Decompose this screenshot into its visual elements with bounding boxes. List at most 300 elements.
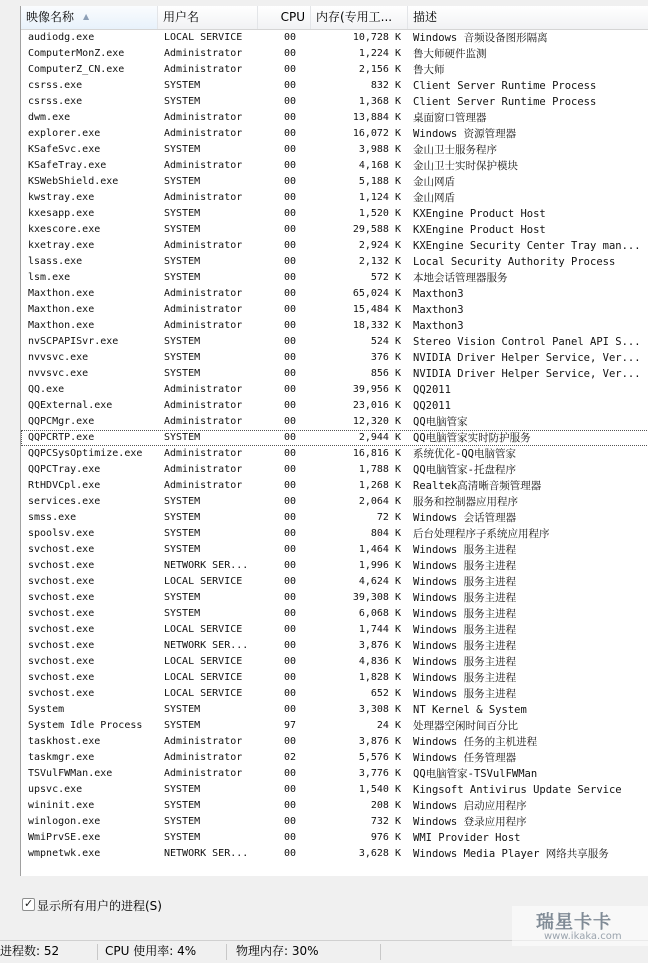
process-mem-cell: 2,156 K xyxy=(358,64,401,75)
process-name-cell: csrss.exe xyxy=(28,80,83,91)
process-row[interactable] xyxy=(21,686,648,702)
process-user-cell: NETWORK SER... xyxy=(164,640,249,651)
column-header-memory[interactable] xyxy=(311,6,408,29)
status-separator xyxy=(380,944,381,960)
process-row[interactable] xyxy=(21,798,648,814)
process-row[interactable] xyxy=(21,366,648,382)
process-name-cell: nvvsvc.exe xyxy=(28,352,89,363)
process-cpu-cell: 00 xyxy=(283,144,296,155)
status-separator xyxy=(226,944,227,960)
process-mem-cell: 16,072 K xyxy=(352,128,401,139)
process-name-cell: RtHDVCpl.exe xyxy=(28,480,101,491)
process-desc-cell: QQ2011 xyxy=(413,400,451,412)
process-row[interactable] xyxy=(21,222,648,238)
process-name-cell: ComputerZ_CN.exe xyxy=(28,64,125,75)
process-desc-cell: NT Kernel & System xyxy=(413,704,527,716)
process-cpu-cell: 00 xyxy=(283,48,296,59)
process-mem-cell: 832 K xyxy=(370,80,401,91)
process-desc-cell: 桌面窗口管理器 xyxy=(413,112,487,124)
process-name-cell: Maxthon.exe xyxy=(28,320,95,331)
process-row[interactable] xyxy=(21,94,648,110)
process-cpu-cell: 00 xyxy=(283,592,296,603)
process-name-cell: lsass.exe xyxy=(28,256,83,267)
process-user-cell: SYSTEM xyxy=(164,272,201,283)
process-row[interactable] xyxy=(21,110,648,126)
process-desc-cell: Windows Media Player 网络共享服务 xyxy=(413,848,609,860)
process-user-cell: Administrator xyxy=(164,768,243,779)
process-row[interactable] xyxy=(21,782,648,798)
process-cpu-cell: 00 xyxy=(283,608,296,619)
process-cpu-cell: 00 xyxy=(283,672,296,683)
process-user-cell: SYSTEM xyxy=(164,720,201,731)
process-desc-cell: Windows 登录应用程序 xyxy=(413,816,527,828)
process-name-cell: svchost.exe xyxy=(28,592,95,603)
process-name-cell: lsm.exe xyxy=(28,272,71,283)
process-cpu-cell: 00 xyxy=(283,560,296,571)
process-cpu-cell: 00 xyxy=(283,544,296,555)
status-physical-memory: 物理内存: 30% xyxy=(236,944,319,958)
process-user-cell: SYSTEM xyxy=(164,496,201,507)
process-desc-cell: 本地会话管理器服务 xyxy=(413,272,508,284)
process-name-cell: svchost.exe xyxy=(28,608,95,619)
process-row[interactable] xyxy=(21,350,648,366)
process-user-cell: SYSTEM xyxy=(164,800,201,811)
process-user-cell: SYSTEM xyxy=(164,208,201,219)
process-user-cell: SYSTEM xyxy=(164,256,201,267)
process-cpu-cell: 00 xyxy=(283,688,296,699)
process-user-cell: NETWORK SER... xyxy=(164,848,249,859)
process-user-cell: NETWORK SER... xyxy=(164,560,249,571)
process-mem-cell: 856 K xyxy=(370,368,401,379)
process-cpu-cell: 00 xyxy=(283,816,296,827)
process-mem-cell: 208 K xyxy=(370,800,401,811)
process-mem-cell: 376 K xyxy=(370,352,401,363)
process-desc-cell: 金山卫士实时保护模块 xyxy=(413,160,518,172)
process-desc-cell: 金山卫士服务程序 xyxy=(413,144,497,156)
column-header-memory-label: 内存(专用工... xyxy=(316,10,393,24)
show-all-users-label[interactable]: 显示所有用户的进程(S) xyxy=(37,899,162,913)
process-desc-cell: QQ电脑管家-TSVulFWMan xyxy=(413,768,538,780)
process-user-cell: Administrator xyxy=(164,304,243,315)
process-row[interactable] xyxy=(21,174,648,190)
process-name-cell: nvvsvc.exe xyxy=(28,368,89,379)
process-name-cell: svchost.exe xyxy=(28,560,95,571)
process-cpu-cell: 00 xyxy=(283,64,296,75)
process-cpu-cell: 00 xyxy=(283,512,296,523)
process-cpu-cell: 00 xyxy=(283,736,296,747)
process-list[interactable] xyxy=(20,6,648,876)
process-row[interactable] xyxy=(21,654,648,670)
process-mem-cell: 2,924 K xyxy=(358,240,401,251)
process-mem-cell: 804 K xyxy=(370,528,401,539)
process-name-cell: svchost.exe xyxy=(28,672,95,683)
process-row[interactable] xyxy=(21,62,648,78)
process-desc-cell: Windows 服务主进程 xyxy=(413,672,517,684)
process-name-cell: audiodg.exe xyxy=(28,32,95,43)
process-name-cell: svchost.exe xyxy=(28,688,95,699)
process-desc-cell: Windows 服务主进程 xyxy=(413,656,517,668)
process-mem-cell: 5,188 K xyxy=(358,176,401,187)
process-name-cell: Maxthon.exe xyxy=(28,288,95,299)
process-mem-cell: 12,320 K xyxy=(352,416,401,427)
process-user-cell: SYSTEM xyxy=(164,80,201,91)
process-cpu-cell: 00 xyxy=(283,800,296,811)
sort-ascending-icon: ▲ xyxy=(83,12,90,21)
process-cpu-cell: 00 xyxy=(283,528,296,539)
process-name-cell: dwm.exe xyxy=(28,112,71,123)
column-header-cpu[interactable] xyxy=(258,6,311,29)
process-mem-cell: 1,268 K xyxy=(358,480,401,491)
process-mem-cell: 4,836 K xyxy=(358,656,401,667)
process-row[interactable] xyxy=(21,478,648,494)
process-mem-cell: 65,024 K xyxy=(352,288,401,299)
process-name-cell: smss.exe xyxy=(28,512,77,523)
process-row[interactable] xyxy=(21,270,648,286)
process-cpu-cell: 00 xyxy=(283,304,296,315)
process-desc-cell: Windows 音频设备图形隔离 xyxy=(413,32,548,44)
process-user-cell: SYSTEM xyxy=(164,592,201,603)
process-user-cell: LOCAL SERVICE xyxy=(164,32,243,43)
process-user-cell: SYSTEM xyxy=(164,368,201,379)
process-mem-cell: 23,016 K xyxy=(352,400,401,411)
process-desc-cell: NVIDIA Driver Helper Service, Ver... xyxy=(413,368,641,380)
process-desc-cell: Windows 服务主进程 xyxy=(413,608,517,620)
process-name-cell: KSWebShield.exe xyxy=(28,176,119,187)
process-desc-cell: Realtek高清晰音频管理器 xyxy=(413,480,542,492)
process-user-cell: Administrator xyxy=(164,128,243,139)
process-user-cell: LOCAL SERVICE xyxy=(164,672,243,683)
process-user-cell: Administrator xyxy=(164,400,243,411)
process-user-cell: Administrator xyxy=(164,240,243,251)
process-mem-cell: 39,308 K xyxy=(352,592,401,603)
process-row[interactable] xyxy=(21,702,648,718)
process-name-cell: services.exe xyxy=(28,496,101,507)
process-name-cell: QQ.exe xyxy=(28,384,65,395)
process-desc-cell: Local Security Authority Process xyxy=(413,256,616,268)
process-desc-cell: 金山网盾 xyxy=(413,176,455,188)
process-cpu-cell: 00 xyxy=(283,832,296,843)
process-desc-cell: Windows 任务的主机进程 xyxy=(413,736,538,748)
process-desc-cell: WMI Provider Host xyxy=(413,832,521,844)
process-row[interactable] xyxy=(21,606,648,622)
process-user-cell: SYSTEM xyxy=(164,608,201,619)
process-cpu-cell: 00 xyxy=(283,576,296,587)
process-user-cell: Administrator xyxy=(164,416,243,427)
process-desc-cell: Client Server Runtime Process xyxy=(413,96,597,108)
process-row[interactable] xyxy=(21,526,648,542)
process-desc-cell: Kingsoft Antivirus Update Service xyxy=(413,784,622,796)
process-cpu-cell: 00 xyxy=(283,368,296,379)
process-name-cell: QQPCSysOptimize.exe xyxy=(28,448,143,459)
process-cpu-cell: 00 xyxy=(283,32,296,43)
process-user-cell: Administrator xyxy=(164,288,243,299)
process-row[interactable] xyxy=(21,78,648,94)
process-mem-cell: 1,124 K xyxy=(358,192,401,203)
process-desc-cell: Maxthon3 xyxy=(413,304,464,316)
process-desc-cell: Windows 服务主进程 xyxy=(413,544,517,556)
process-name-cell: taskhost.exe xyxy=(28,736,101,747)
process-desc-cell: KXEngine Product Host xyxy=(413,208,546,220)
process-mem-cell: 1,996 K xyxy=(358,560,401,571)
process-cpu-cell: 00 xyxy=(283,656,296,667)
process-mem-cell: 3,308 K xyxy=(358,704,401,715)
process-user-cell: Administrator xyxy=(164,48,243,59)
process-mem-cell: 1,224 K xyxy=(358,48,401,59)
process-user-cell: SYSTEM xyxy=(164,544,201,555)
process-mem-cell: 732 K xyxy=(370,816,401,827)
process-row[interactable] xyxy=(21,590,648,606)
process-desc-cell: 处理器空闲时间百分比 xyxy=(413,720,518,732)
process-name-cell: svchost.exe xyxy=(28,576,95,587)
process-name-cell: taskmgr.exe xyxy=(28,752,95,763)
process-user-cell: Administrator xyxy=(164,64,243,75)
process-mem-cell: 4,624 K xyxy=(358,576,401,587)
process-row[interactable] xyxy=(21,382,648,398)
process-mem-cell: 5,576 K xyxy=(358,752,401,763)
process-user-cell: SYSTEM xyxy=(164,432,201,443)
process-mem-cell: 10,728 K xyxy=(352,32,401,43)
process-row[interactable] xyxy=(21,734,648,750)
process-cpu-cell: 97 xyxy=(283,720,296,731)
process-cpu-cell: 00 xyxy=(283,448,296,459)
process-cpu-cell: 00 xyxy=(283,480,296,491)
process-mem-cell: 16,816 K xyxy=(352,448,401,459)
process-user-cell: LOCAL SERVICE xyxy=(164,656,243,667)
process-user-cell: Administrator xyxy=(164,480,243,491)
process-row[interactable] xyxy=(21,430,648,446)
watermark xyxy=(512,906,648,946)
column-header-image-name[interactable] xyxy=(21,6,158,29)
process-desc-cell: Windows 服务主进程 xyxy=(413,640,517,652)
process-user-cell: SYSTEM xyxy=(164,336,201,347)
process-row[interactable] xyxy=(21,830,648,846)
process-mem-cell: 18,332 K xyxy=(352,320,401,331)
process-cpu-cell: 00 xyxy=(283,384,296,395)
process-name-cell: QQPCRTP.exe xyxy=(28,432,95,443)
process-desc-cell: Windows 任务管理器 xyxy=(413,752,517,764)
process-cpu-cell: 00 xyxy=(283,272,296,283)
process-mem-cell: 1,788 K xyxy=(358,464,401,475)
process-row[interactable] xyxy=(21,542,648,558)
process-row[interactable] xyxy=(21,254,648,270)
process-name-cell: svchost.exe xyxy=(28,656,95,667)
process-name-cell: csrss.exe xyxy=(28,96,83,107)
process-row[interactable] xyxy=(21,46,648,62)
process-cpu-cell: 00 xyxy=(283,784,296,795)
process-row[interactable] xyxy=(21,446,648,462)
process-mem-cell: 3,988 K xyxy=(358,144,401,155)
process-mem-cell: 1,520 K xyxy=(358,208,401,219)
process-cpu-cell: 00 xyxy=(283,224,296,235)
process-name-cell: explorer.exe xyxy=(28,128,101,139)
process-row[interactable] xyxy=(21,142,648,158)
process-cpu-cell: 00 xyxy=(283,400,296,411)
process-mem-cell: 2,944 K xyxy=(358,432,401,443)
process-row[interactable] xyxy=(21,190,648,206)
process-mem-cell: 39,956 K xyxy=(352,384,401,395)
process-user-cell: SYSTEM xyxy=(164,352,201,363)
show-all-users-checkbox[interactable] xyxy=(22,898,35,911)
watermark-logo: 瑞星卡卡 xyxy=(536,912,612,933)
process-desc-cell: Windows 服务主进程 xyxy=(413,576,517,588)
process-desc-cell: Windows 启动应用程序 xyxy=(413,800,527,812)
process-mem-cell: 6,068 K xyxy=(358,608,401,619)
process-mem-cell: 15,484 K xyxy=(352,304,401,315)
process-name-cell: svchost.exe xyxy=(28,544,95,555)
process-name-cell: KSafeTray.exe xyxy=(28,160,107,171)
process-cpu-cell: 00 xyxy=(283,288,296,299)
process-desc-cell: Maxthon3 xyxy=(413,320,464,332)
process-mem-cell: 29,588 K xyxy=(352,224,401,235)
process-row[interactable] xyxy=(21,574,648,590)
process-cpu-cell: 00 xyxy=(283,80,296,91)
process-cpu-cell: 00 xyxy=(283,128,296,139)
process-row[interactable] xyxy=(21,206,648,222)
process-mem-cell: 3,876 K xyxy=(358,640,401,651)
process-cpu-cell: 00 xyxy=(283,320,296,331)
process-mem-cell: 72 K xyxy=(376,512,401,523)
process-row[interactable] xyxy=(21,334,648,350)
status-process-count: 进程数: 52 xyxy=(0,944,60,958)
process-user-cell: SYSTEM xyxy=(164,224,201,235)
process-cpu-cell: 00 xyxy=(283,496,296,507)
column-header-user-name-label: 用户名 xyxy=(163,10,200,24)
process-user-cell: SYSTEM xyxy=(164,144,201,155)
process-cpu-cell: 00 xyxy=(283,176,296,187)
column-header-row xyxy=(21,6,648,30)
process-row[interactable] xyxy=(21,238,648,254)
process-cpu-cell: 00 xyxy=(283,160,296,171)
process-mem-cell: 2,064 K xyxy=(358,496,401,507)
process-row[interactable] xyxy=(21,558,648,574)
process-mem-cell: 652 K xyxy=(370,688,401,699)
process-name-cell: System xyxy=(28,704,65,715)
process-desc-cell: Maxthon3 xyxy=(413,288,464,300)
process-name-cell: ComputerMonZ.exe xyxy=(28,48,125,59)
process-desc-cell: QQ电脑管家实时防护服务 xyxy=(413,432,531,444)
process-row[interactable] xyxy=(21,718,648,734)
process-user-cell: SYSTEM xyxy=(164,176,201,187)
process-cpu-cell: 00 xyxy=(283,624,296,635)
process-cpu-cell: 00 xyxy=(283,704,296,715)
process-desc-cell: QQ2011 xyxy=(413,384,451,396)
process-desc-cell: Windows 服务主进程 xyxy=(413,688,517,700)
process-row[interactable] xyxy=(21,670,648,686)
process-user-cell: SYSTEM xyxy=(164,816,201,827)
process-user-cell: Administrator xyxy=(164,192,243,203)
process-row[interactable] xyxy=(21,158,648,174)
process-mem-cell: 4,168 K xyxy=(358,160,401,171)
process-user-cell: LOCAL SERVICE xyxy=(164,624,243,635)
process-cpu-cell: 00 xyxy=(283,352,296,363)
process-user-cell: SYSTEM xyxy=(164,96,201,107)
process-desc-cell: Windows 会话管理器 xyxy=(413,512,517,524)
process-cpu-cell: 00 xyxy=(283,240,296,251)
process-name-cell: wininit.exe xyxy=(28,800,95,811)
process-mem-cell: 24 K xyxy=(376,720,401,731)
process-user-cell: Administrator xyxy=(164,752,243,763)
process-row[interactable] xyxy=(21,750,648,766)
process-row[interactable] xyxy=(21,846,648,862)
process-cpu-cell: 00 xyxy=(283,432,296,443)
process-desc-cell: QQ电脑管家 xyxy=(413,416,468,428)
process-name-cell: QQExternal.exe xyxy=(28,400,113,411)
process-desc-cell: 服务和控制器应用程序 xyxy=(413,496,518,508)
process-cpu-cell: 00 xyxy=(283,848,296,859)
process-user-cell: Administrator xyxy=(164,736,243,747)
process-row[interactable] xyxy=(21,286,648,302)
process-desc-cell: Windows 服务主进程 xyxy=(413,624,517,636)
process-user-cell: Administrator xyxy=(164,160,243,171)
process-name-cell: nvSCPAPISvr.exe xyxy=(28,336,119,347)
process-name-cell: kxetray.exe xyxy=(28,240,95,251)
process-name-cell: kxescore.exe xyxy=(28,224,101,235)
process-user-cell: Administrator xyxy=(164,320,243,331)
process-name-cell: kwstray.exe xyxy=(28,192,95,203)
process-row[interactable] xyxy=(21,494,648,510)
process-name-cell: svchost.exe xyxy=(28,640,95,651)
column-header-description-label: 描述 xyxy=(413,10,438,24)
process-mem-cell: 2,132 K xyxy=(358,256,401,267)
process-user-cell: SYSTEM xyxy=(164,704,201,715)
process-user-cell: SYSTEM xyxy=(164,512,201,523)
process-user-cell: SYSTEM xyxy=(164,784,201,795)
process-row[interactable] xyxy=(21,462,648,478)
process-desc-cell: NVIDIA Driver Helper Service, Ver... xyxy=(413,352,641,364)
process-desc-cell: Windows 服务主进程 xyxy=(413,560,517,572)
process-name-cell: spoolsv.exe xyxy=(28,528,95,539)
process-mem-cell: 1,368 K xyxy=(358,96,401,107)
process-desc-cell: 系统优化-QQ电脑管家 xyxy=(413,448,516,460)
process-name-cell: QQPCTray.exe xyxy=(28,464,101,475)
process-desc-cell: QQ电脑管家-托盘程序 xyxy=(413,464,516,476)
process-desc-cell: KXEngine Security Center Tray man... xyxy=(413,240,641,252)
process-row[interactable] xyxy=(21,318,648,334)
process-row[interactable] xyxy=(21,510,648,526)
process-row[interactable] xyxy=(21,302,648,318)
process-name-cell: svchost.exe xyxy=(28,624,95,635)
process-user-cell: Administrator xyxy=(164,464,243,475)
process-row[interactable] xyxy=(21,638,648,654)
process-mem-cell: 1,540 K xyxy=(358,784,401,795)
process-cpu-cell: 02 xyxy=(283,752,296,763)
column-header-user-name[interactable] xyxy=(158,6,258,29)
process-desc-cell: Windows 服务主进程 xyxy=(413,592,517,604)
process-cpu-cell: 00 xyxy=(283,768,296,779)
process-row[interactable] xyxy=(21,622,648,638)
process-row[interactable] xyxy=(21,398,648,414)
process-desc-cell: 金山网盾 xyxy=(413,192,455,204)
process-name-cell: kxesapp.exe xyxy=(28,208,95,219)
process-row[interactable] xyxy=(21,814,648,830)
process-name-cell: TSVulFWMan.exe xyxy=(28,768,113,779)
process-row[interactable] xyxy=(21,126,648,142)
process-row[interactable] xyxy=(21,766,648,782)
process-desc-cell: 鲁大师硬件监测 xyxy=(413,48,487,60)
status-cpu-usage: CPU 使用率: 4% xyxy=(105,944,197,958)
process-desc-cell: 后台处理程序子系统应用程序 xyxy=(413,528,550,540)
process-mem-cell: 524 K xyxy=(370,336,401,347)
process-desc-cell: Stereo Vision Control Panel API S... xyxy=(413,336,641,348)
process-mem-cell: 1,464 K xyxy=(358,544,401,555)
process-name-cell: QQPCMgr.exe xyxy=(28,416,95,427)
process-mem-cell: 572 K xyxy=(370,272,401,283)
process-mem-cell: 3,776 K xyxy=(358,768,401,779)
process-row[interactable] xyxy=(21,414,648,430)
column-header-description[interactable] xyxy=(408,6,648,29)
process-desc-cell: Windows 资源管理器 xyxy=(413,128,517,140)
process-row[interactable] xyxy=(21,30,648,46)
